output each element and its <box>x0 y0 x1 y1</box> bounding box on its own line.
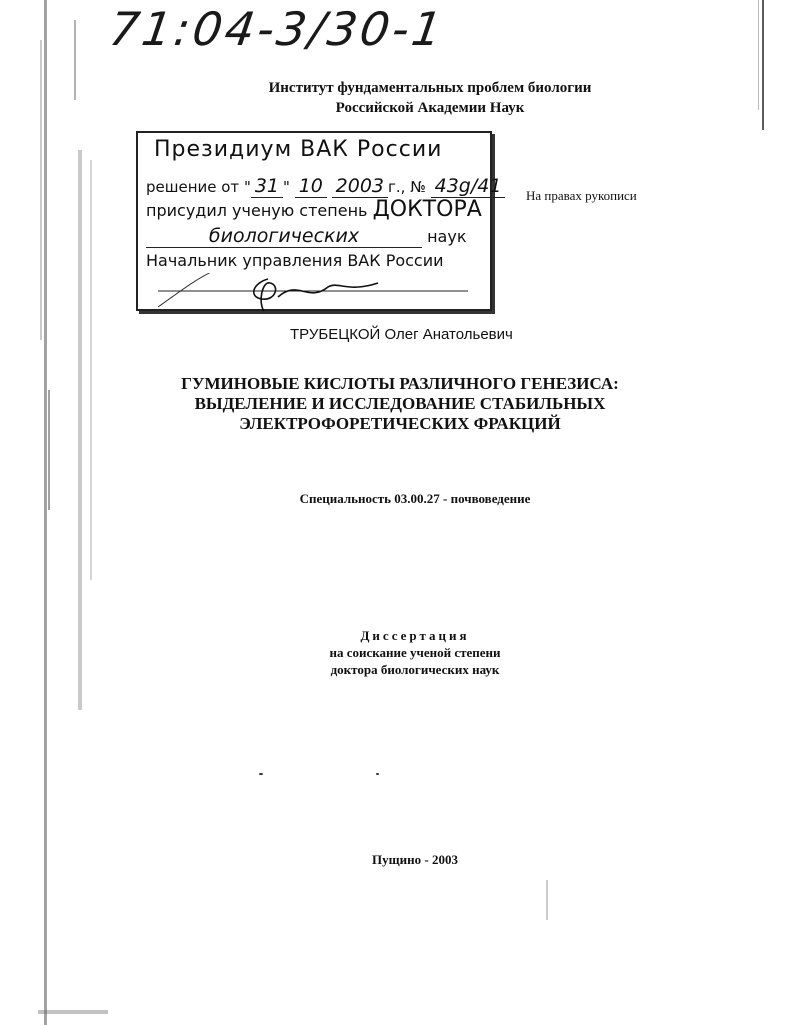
stamp-decision-line: решение от " 31 " 10 2003 г., № 43g/41 <box>146 175 505 197</box>
degree-text: ДОКТОРА <box>372 197 482 222</box>
decision-number: 43g/41 <box>431 175 506 198</box>
scan-speck <box>259 773 263 775</box>
decision-day: 31 <box>251 175 283 198</box>
title-line-2: ВЫДЕЛЕНИЕ И ИССЛЕДОВАНИЕ СТАБИЛЬНЫХ <box>194 394 606 413</box>
institute-name <box>180 78 680 118</box>
manuscript-rights-note: На правах рукописи <box>526 188 637 203</box>
title-line-3: ЭЛЕКТРОФОРЕТИЧЕСКИХ ФРАКЦИЙ <box>239 414 561 433</box>
stamp-title: Президиум ВАК России <box>154 137 443 162</box>
dissertation-line-3: доктора биологических наук <box>330 662 500 677</box>
number-prefix: № <box>410 178 426 196</box>
institute-line-1: Институт фундаментальных проблем биологии <box>268 80 592 96</box>
signature-mark <box>158 273 478 313</box>
field-handwritten: биологических <box>146 225 422 248</box>
title-line-1: ГУМИНОВЫЕ КИСЛОТЫ РАЗЛИЧНОГО ГЕНЕЗИСА: <box>181 374 619 393</box>
dissertation-heading: Диссертация <box>360 628 470 643</box>
scan-noise-left <box>38 0 108 1025</box>
dissertation-title <box>140 374 660 434</box>
decision-year: 2003 <box>332 175 388 198</box>
specialty-line: Специальность 03.00.27 - почвоведение <box>299 491 531 506</box>
stamp-awarded-line <box>146 197 482 222</box>
dissertation-line-2: на соискание ученой степени <box>329 645 501 660</box>
institute-line-2: Российской Академии Наук <box>335 100 525 116</box>
scan-noise-top-right <box>740 0 794 130</box>
field-suffix: наук <box>427 227 467 246</box>
decision-prefix: решение от <box>146 178 240 196</box>
handwritten-catalog-number: 71:04-3/30-1 <box>106 2 449 56</box>
stamp-field-line <box>146 225 478 248</box>
author-name: ТРУБЕЦКОЙ Олег Анатольевич <box>290 326 513 343</box>
stamp-head-line: Начальник управления ВАК России <box>146 251 444 270</box>
place-and-year: Пущино - 2003 <box>372 852 458 867</box>
scan-speck <box>376 773 379 775</box>
vak-stamp <box>136 131 502 311</box>
dissertation-degree-block <box>260 627 570 678</box>
scan-noise-right <box>540 880 560 920</box>
decision-month: 10 <box>295 175 327 198</box>
awarded-text: присудил ученую степень <box>146 201 368 220</box>
